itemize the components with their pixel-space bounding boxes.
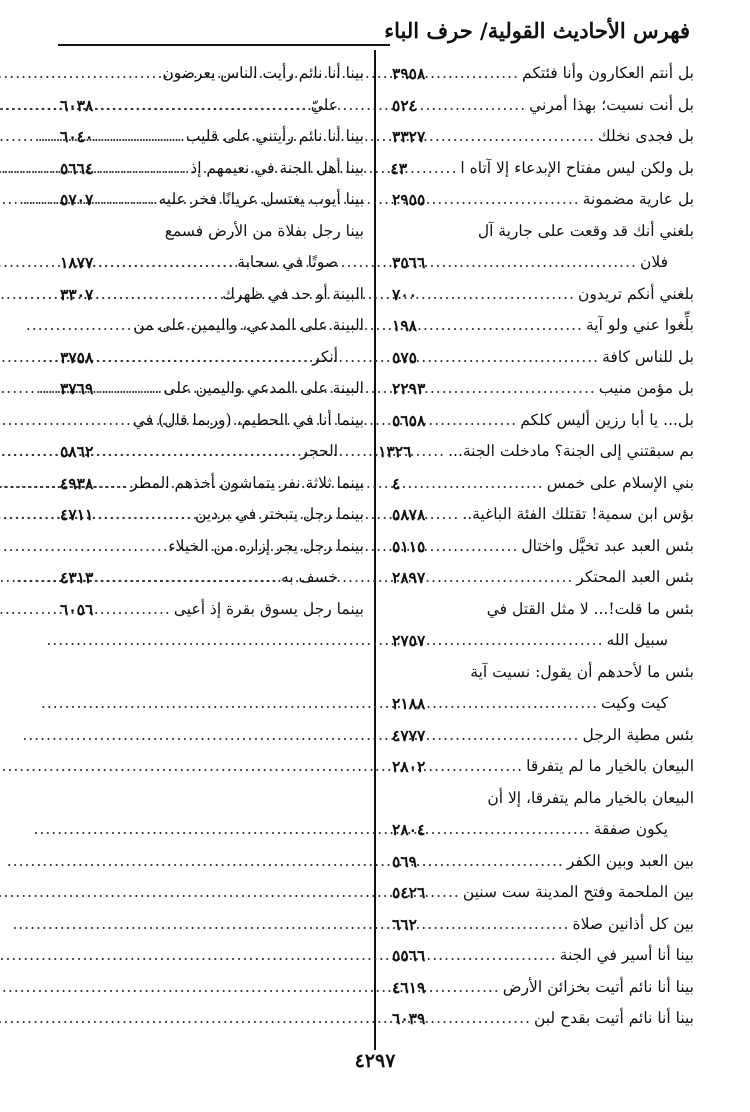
entry-number: ٢٨٩٧ [392, 568, 426, 587]
index-entry [392, 846, 694, 878]
index-entry [60, 373, 364, 405]
leader-dots [446, 247, 640, 279]
leader-dots [446, 940, 560, 972]
entry-number: ١٣٢٦ [378, 442, 412, 461]
entry-number: ٥٦٥٨ [392, 410, 426, 430]
index-entry [392, 121, 694, 153]
index-entry [60, 562, 364, 594]
entry-number: ٥٨٦٢ [60, 442, 94, 461]
index-entry [392, 279, 694, 311]
leader-dots [446, 121, 598, 153]
entry-text: بين الملحمة وفتح المدينة ست سنين [462, 883, 694, 901]
index-entry [392, 184, 694, 216]
entry-number: ٤٣١٣ [60, 568, 94, 587]
leader-dots [114, 562, 281, 594]
leader-dots [446, 688, 601, 720]
index-entry [60, 405, 364, 437]
entry-text: بئس العبد المحتكر [576, 568, 694, 586]
leader-dots [114, 468, 130, 500]
entry-text: بئس مطية الرجل [582, 725, 694, 744]
index-entry [392, 940, 694, 972]
index-entry [60, 90, 364, 122]
leader-dots [446, 814, 594, 846]
entry-text: بينما أنا في الحطيم، (وربما قال) في [132, 410, 364, 429]
leader-dots [446, 1003, 534, 1035]
entry-text: بينا أنا أسير في الجنة [559, 946, 694, 964]
entry-number: ٦٠٤٠ [60, 127, 94, 146]
entry-text: بل أنتم العكارون وأنا فئتكم [522, 64, 694, 82]
index-entry [60, 342, 364, 374]
index-entry [392, 499, 694, 531]
leader-dots [432, 436, 448, 468]
entry-text: بينما رجل يتبختر في بردين [195, 505, 364, 523]
leader-dots [114, 153, 190, 185]
index-entry [392, 562, 694, 594]
index-entry [60, 279, 364, 311]
entry-number: ٦٠٥٦ [60, 599, 94, 619]
entry-text: بينا أيوب يغتسل عريانًا فخر عليه [158, 190, 364, 208]
entry-text: كيت وكيت [601, 694, 668, 712]
entry-number: ٢٨٠٢ [392, 757, 426, 776]
entry-number: ٥١١٥ [392, 536, 426, 556]
index-entry [392, 972, 694, 1004]
leader-dots [446, 90, 529, 122]
entry-number: ٢٢٩٣ [392, 379, 426, 398]
leader-dots [444, 153, 460, 185]
leader-dots [446, 310, 586, 342]
leader-dots [114, 90, 311, 122]
leader-dots [114, 279, 222, 311]
entry-number: ٧٠٠ [392, 284, 417, 304]
index-entry [392, 90, 694, 122]
entry-number: ٦٠٣٨ [60, 95, 94, 115]
index-entry [392, 153, 694, 185]
index-entry [392, 909, 694, 941]
index-entry [392, 531, 694, 563]
leader-dots [446, 342, 602, 374]
entry-text: بينما رجل يجر إزاره من الخيلاء [168, 536, 364, 555]
entry-number: ٢٨٠٤ [392, 820, 426, 839]
entry-text: بينا أنا نائم رأيت الناس يعرضون [162, 64, 364, 82]
entry-text: بين العبد وبين الكفر [566, 851, 694, 870]
index-entry [60, 247, 364, 279]
index-entry [392, 310, 694, 342]
entry-text: بل للناس كافة [602, 347, 694, 366]
entry-text: بل أنت نسيت؛ بهذا أمرني [529, 95, 694, 114]
page-title: فهرس الأحاديث القولية/ حرف الباء [384, 18, 690, 43]
index-entry [392, 657, 694, 689]
entry-text: بئس العبد عبد تخيَّل واختال [521, 536, 694, 555]
leader-dots [446, 373, 599, 405]
leader-dots [114, 184, 159, 216]
leader-dots [114, 373, 163, 405]
entry-text: سبيل الله [606, 631, 668, 649]
entry-number: ٦٠٣٩ [392, 1009, 426, 1028]
index-entry [60, 594, 364, 626]
index-entry [60, 153, 364, 185]
entry-text: بني الإسلام على خمس [546, 473, 694, 492]
index-entry [392, 373, 694, 405]
leader-dots [446, 846, 567, 878]
entry-text: فلان [639, 253, 668, 271]
entry-text: بل... يا أبا رزين أليس كلكم [520, 410, 694, 429]
entry-text: أنكر [312, 347, 338, 366]
index-entry [392, 405, 694, 437]
index-entry [392, 216, 694, 248]
leader-dots [446, 972, 503, 1004]
page-header [58, 14, 690, 48]
index-entry [60, 468, 364, 500]
leader-dots [446, 405, 520, 437]
entry-text: بؤس ابن سمية! تقتلك الفئة الباغية.. [462, 505, 694, 523]
entry-number: ٦٦٢ [392, 914, 417, 934]
index-entry [392, 688, 694, 720]
index-entry [392, 58, 694, 90]
index-entry [392, 1003, 694, 1035]
leader-dots [114, 499, 195, 531]
leader-dots [114, 436, 300, 468]
entry-text: بلغني أنكم تريدون [577, 284, 694, 303]
entry-number: ٢٧٥٧ [392, 631, 426, 650]
entry-text: بل مؤمن منيب [598, 379, 694, 397]
leader-dots [114, 121, 186, 153]
entry-text: البيعان بالخيار ما لم يتفرقا [526, 757, 694, 775]
index-entry [392, 751, 694, 783]
entry-text: بئس ما قلت!... لا مثل القتل في [486, 599, 694, 618]
leader-dots [114, 594, 174, 626]
entry-number: ٤٧٧٧ [392, 725, 426, 745]
entry-text: بينا أنا نائم أتيت بخزائن الأرض [502, 977, 694, 996]
entry-number: ٣٧٦٩ [60, 379, 94, 398]
entry-text: بلغني أنك قد وقعت على جارية آل [477, 221, 694, 240]
entry-text: بينا رجل بفلاة من الأرض فسمع [164, 221, 364, 240]
leader-dots [446, 877, 463, 909]
entry-text: يكون صفقة [593, 820, 668, 838]
entry-number: ٢١٨٨ [392, 694, 426, 713]
entry-number: ٣٩٥٨ [392, 64, 426, 83]
entry-text: البيعان بالخيار مالم يتفرقا، إلا أن [487, 788, 694, 807]
index-entry [60, 499, 364, 531]
leader-dots [446, 625, 607, 657]
entry-text: عليّ [310, 95, 338, 114]
index-entry [60, 121, 364, 153]
entry-number: ٥٦٦٤ [60, 158, 94, 178]
index-entry [60, 436, 364, 468]
entry-number: ٣٥٦٦ [392, 253, 426, 272]
entry-text: بئس ما لأحدهم أن يقول: نسيت آية [470, 662, 694, 681]
leader-dots [446, 468, 547, 500]
entry-number: ٤ [392, 473, 401, 493]
page-number: ٤٢٩٧ [354, 1050, 396, 1072]
entry-number: ٤٩٣٨ [60, 473, 94, 493]
leader-dots [446, 58, 522, 90]
entry-number: ٥٤٢٦ [392, 883, 426, 902]
entry-number: ٣٧٥٨ [60, 347, 94, 367]
leader-dots [446, 531, 521, 563]
index-entry [60, 310, 364, 342]
entry-number: ٥٧٠٧ [60, 190, 94, 209]
index-entry [60, 531, 364, 563]
header-rule [58, 44, 390, 46]
index-entry [392, 594, 694, 626]
entry-number: ٥٦٩ [392, 851, 417, 871]
index-entry [392, 814, 694, 846]
entry-number: ٥٨٧٨ [392, 505, 426, 524]
index-entry [392, 877, 694, 909]
index-entry [392, 783, 694, 815]
entry-text: بينا أهل الجنة في نعيمهم إذ [190, 158, 364, 177]
entry-text: الحجر [300, 442, 338, 460]
entry-number: ٤٦١٩ [392, 977, 426, 997]
entry-number: ١٨٧٧ [60, 253, 94, 272]
entry-text: بل فجدى نخلك [597, 127, 694, 145]
entry-text: بين كل أذانين صلاة [572, 914, 694, 933]
entry-text: بلِّغوا عني ولو آية [585, 316, 694, 334]
index-entry [60, 216, 364, 248]
entry-number: ٤٣ [390, 158, 408, 178]
entry-text: البينة على المدعي، واليمين على من [133, 316, 364, 334]
index-entry [392, 247, 694, 279]
index-entry [392, 342, 694, 374]
leader-dots [446, 720, 582, 752]
entry-text: بل عارية مضمونة [582, 190, 694, 208]
entry-number: ٥٧٥ [392, 347, 417, 367]
entry-text: بينا أنا نائم أتيت بقدح لبن [533, 1009, 694, 1027]
entry-text: البينة على المدعي واليمين على [163, 379, 364, 397]
index-entry [392, 720, 694, 752]
entry-text: خسف به [280, 568, 338, 586]
entry-number: ٣٣٠٧ [60, 284, 94, 304]
leader-dots [446, 279, 578, 311]
entry-number: ٥٢٤ [392, 95, 417, 115]
index-entry [392, 468, 694, 500]
entry-text: بينا أنا نائم رأيتني على قليب [185, 127, 364, 145]
entry-number: ٢٩٥٥ [392, 190, 426, 209]
entry-number: ٣٣٢٧ [392, 127, 426, 146]
index-entry [60, 184, 364, 216]
leader-dots [446, 562, 576, 594]
entry-text: بل ولكن ليس مفتاح الإبدعاء إلا آتاه ا [460, 158, 694, 177]
entry-number: ١٩٨ [392, 316, 417, 335]
leader-dots [446, 751, 526, 783]
leader-dots [114, 342, 312, 374]
index-column-left [60, 58, 364, 625]
entry-number: ٥٥٦٦ [392, 946, 426, 965]
leader-dots [114, 247, 237, 279]
entry-text: بم سبقتني إلى الجنة؟ مادخلت الجنة... [448, 442, 694, 460]
entry-text: صوتًا في سحابة [237, 253, 338, 271]
leader-dots [446, 909, 572, 941]
entry-text: بينما رجل يسوق بقرة إذ أعيى [173, 599, 364, 618]
index-entry [392, 625, 694, 657]
leader-dots [446, 184, 583, 216]
entry-text: بينما ثلاثة نفر يتماشون أخذهم المطر [130, 473, 364, 492]
entry-number: ٤٧١١ [60, 505, 94, 524]
index-entry [378, 436, 694, 468]
index-entry [60, 58, 364, 90]
index-column-right [378, 58, 694, 1035]
entry-text: البينة أو حد في ظهرك [222, 284, 364, 303]
leader-dots [446, 499, 462, 531]
